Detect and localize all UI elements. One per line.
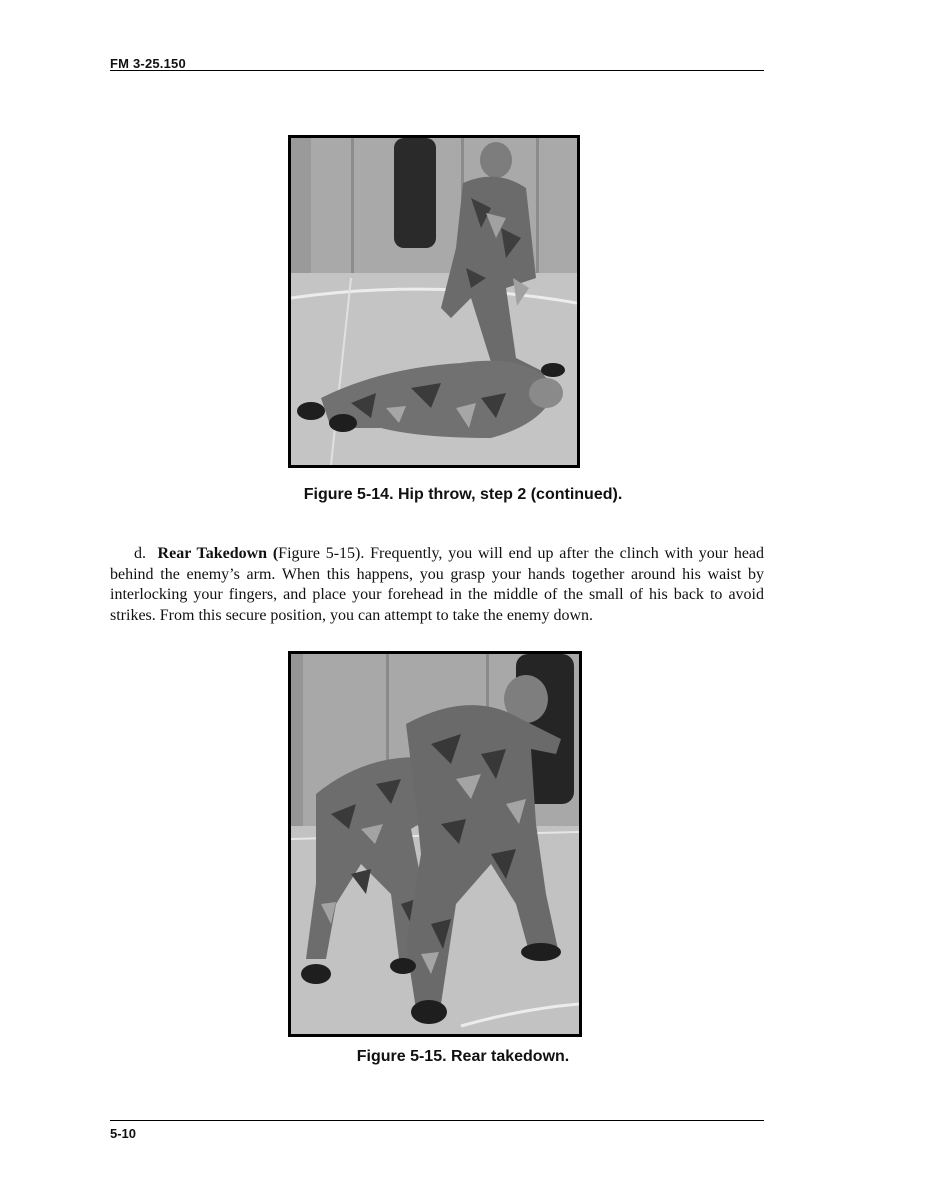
paragraph-heading: Rear Takedown [157, 545, 268, 562]
document-id: FM 3-25.150 [110, 56, 186, 71]
paragraph-d [110, 544, 764, 626]
footer-rule [110, 1120, 764, 1121]
page-number: 5-10 [110, 1126, 137, 1141]
paragraph-open-paren: ( [272, 545, 279, 562]
figure-5-15-photo [288, 651, 582, 1037]
figure-5-14-caption: Figure 5-14. Hip throw, step 2 (continued). [303, 486, 623, 503]
paragraph-marker: d. [134, 545, 146, 562]
paragraph-body: Figure 5-15). Frequently, you will end up after the clinch with your head behind the enemy’s arm. When this happens, you grasp your hands together around his waist by interlocking your fingers, and place your forehead in the middle of the small of his back to avoid strikes. From this secure position, you can attempt to take the enemy down. [110, 545, 765, 624]
figure-5-15-caption: Figure 5-15. Rear takedown. [356, 1048, 570, 1065]
figure-5-14-photo [288, 135, 580, 468]
header-rule [110, 70, 764, 71]
